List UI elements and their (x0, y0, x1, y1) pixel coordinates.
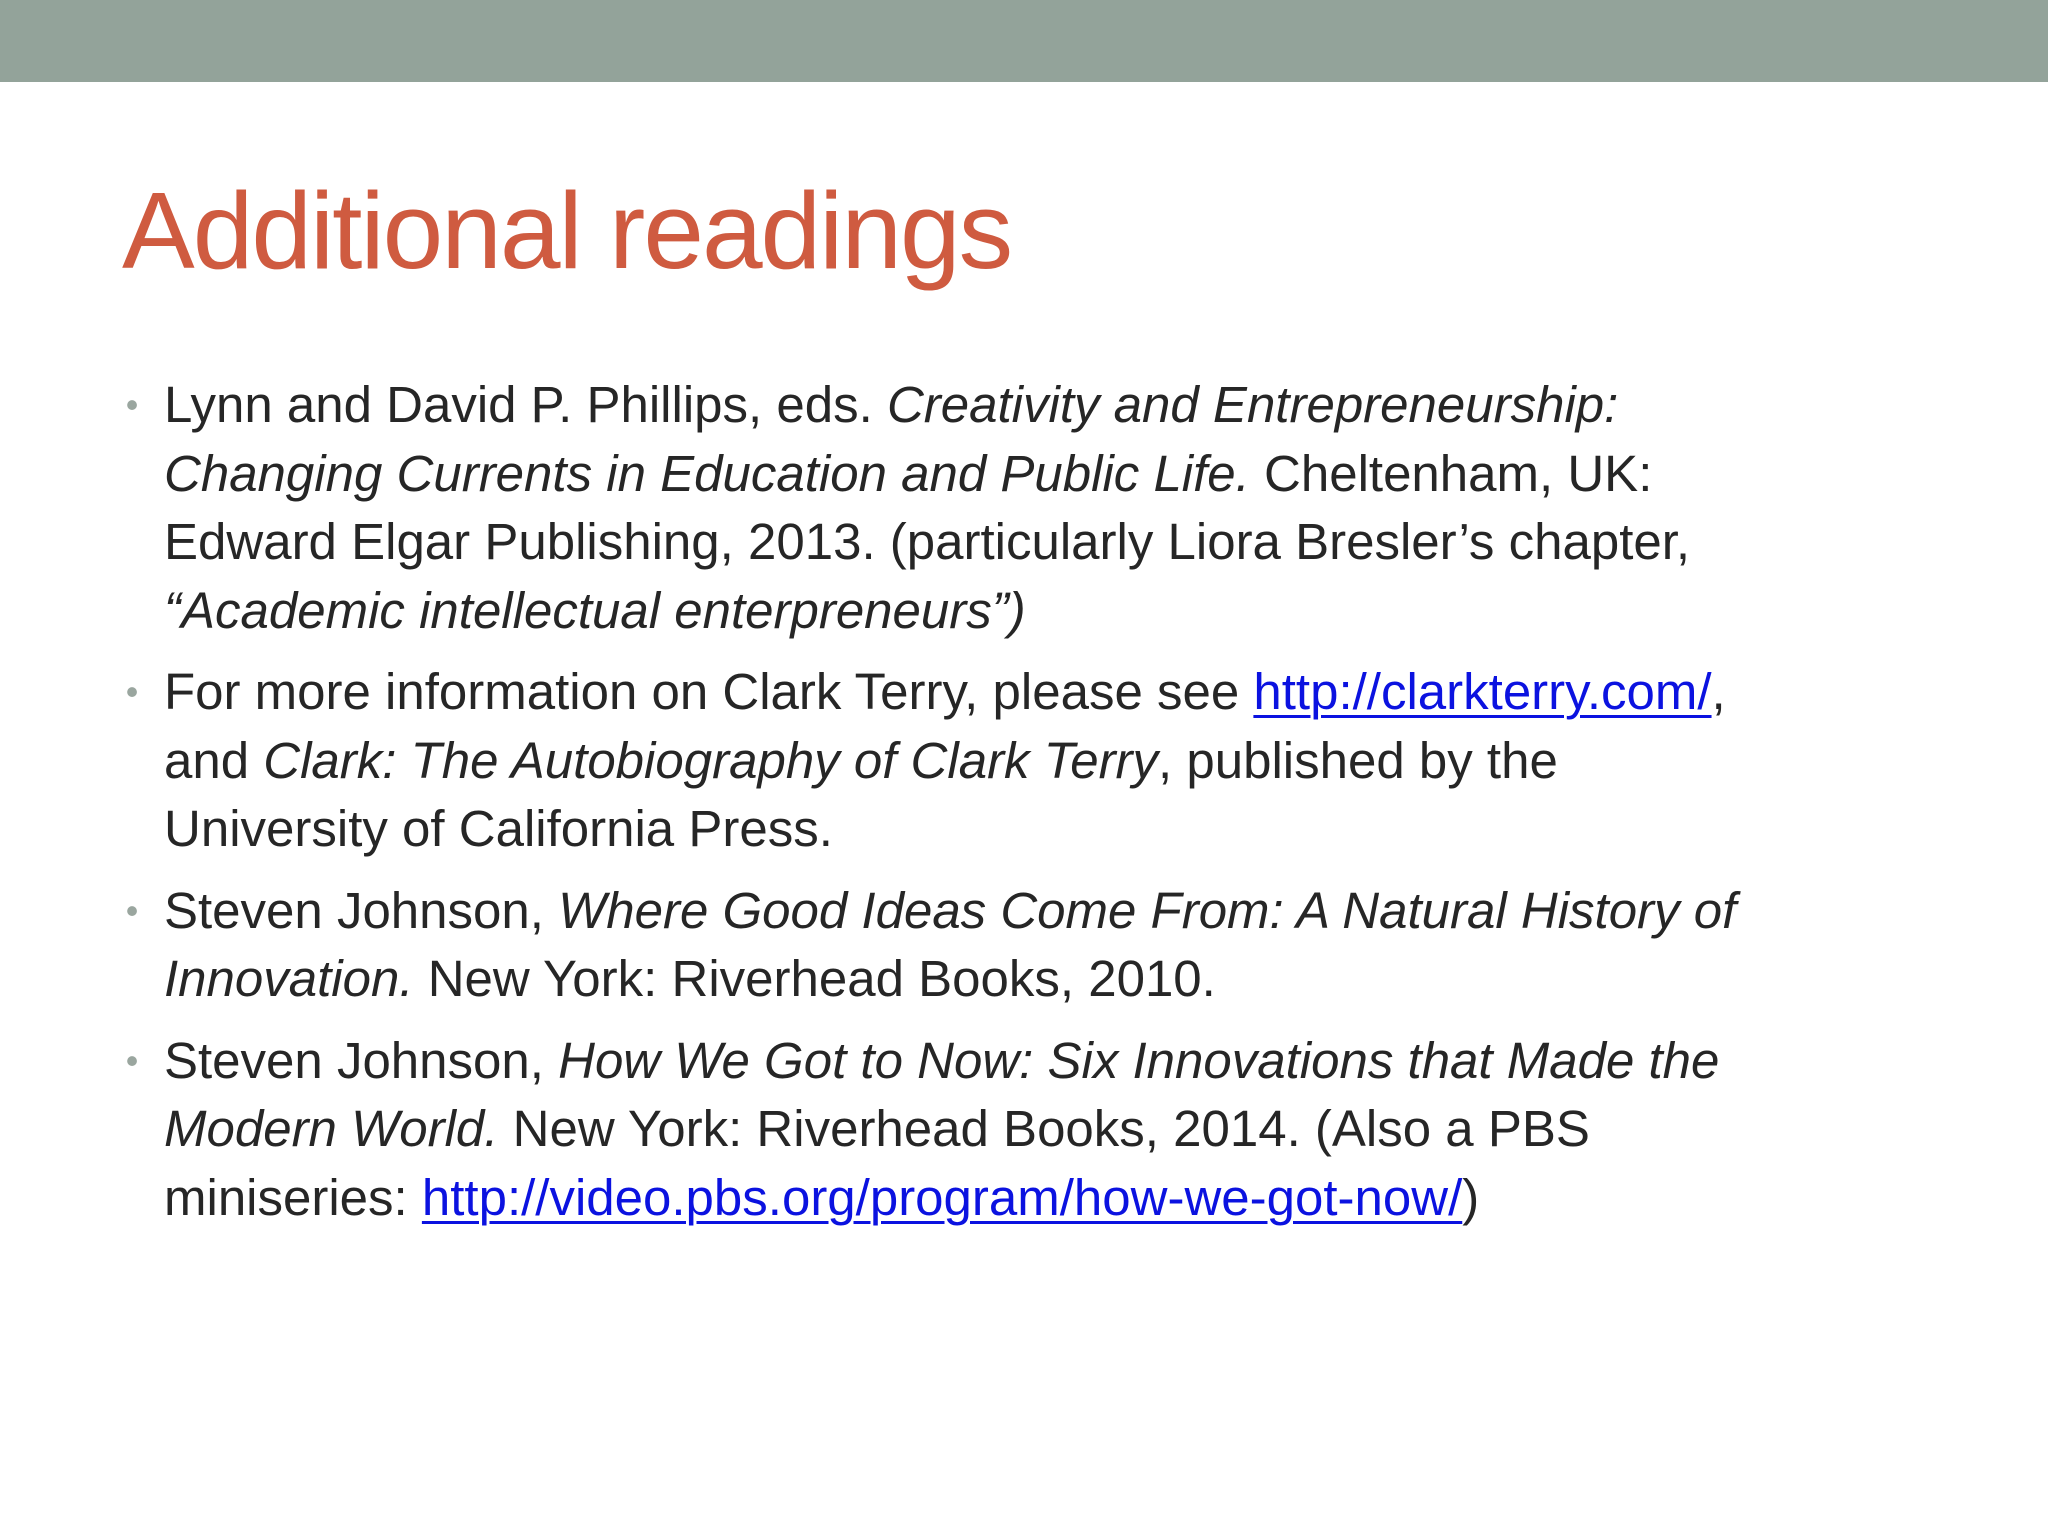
header-bar (0, 0, 2048, 82)
book-title: Changing Currents in Education and Public Life. (164, 444, 1250, 502)
book-title: Clark: The Autobiography of Clark Terry (263, 731, 1159, 789)
text-run: New York: Riverhead Books, 2014. (Also a PBS (498, 1100, 1590, 1157)
chapter-title: “Academic intellectual enterpreneurs”) (164, 581, 1026, 639)
book-title: How We Got to Now: Six Innovations that Made the (558, 1031, 1720, 1089)
text-run: Lynn and David P. Phillips, eds. (164, 376, 887, 433)
readings-list (122, 371, 1952, 1245)
text-run: New York: Riverhead Books, 2010. (413, 950, 1216, 1007)
text-line (164, 945, 1952, 1014)
text-line (164, 371, 1952, 440)
book-title: Modern World. (164, 1100, 499, 1157)
text-line (164, 1164, 1952, 1233)
book-title: Where Good Ideas Come From: A Natural History of (558, 881, 1737, 939)
text-run: ) (1462, 1168, 1480, 1226)
reading-item-good-ideas (122, 877, 1952, 1014)
reading-item-creativity (122, 371, 1952, 645)
bullet-dot-icon: • (125, 1039, 139, 1081)
text-line (164, 1095, 1952, 1164)
text-line (164, 727, 1952, 796)
text-run: , (1711, 663, 1726, 720)
slide-title: Additional readings (122, 170, 1012, 292)
text-line (164, 877, 1952, 946)
text-run: Steven Johnson, (164, 881, 559, 939)
text-run: Edward Elgar Publishing, 2013. (particularly Liora Bresler’s chapter, (164, 513, 1691, 570)
text-run: and (164, 731, 264, 789)
text-line (164, 1027, 1952, 1096)
bullet-dot-icon: • (125, 889, 139, 931)
text-run: For more information on Clark Terry, please see (164, 663, 1254, 720)
text-run: miniseries: (164, 1168, 422, 1226)
text-line (164, 658, 1952, 727)
text-line (164, 577, 1952, 646)
text-line (164, 440, 1952, 509)
pbs-link[interactable]: http://video.pbs.org/program/how-we-got-now/ (421, 1168, 1463, 1226)
book-title: Creativity and Entrepreneurship: (886, 376, 1619, 433)
clarkterry-link[interactable]: http://clarkterry.com/ (1253, 663, 1712, 720)
text-run: Steven Johnson, (164, 1031, 559, 1089)
text-line (164, 508, 1952, 577)
text-run: University of California Press. (164, 800, 833, 857)
reading-item-how-we-got-to-now (122, 1027, 1952, 1233)
bullet-dot-icon: • (125, 384, 139, 425)
text-run: , published by the (1158, 731, 1558, 789)
text-run: Cheltenham, UK: (1249, 444, 1653, 502)
book-title: Innovation. (164, 950, 414, 1007)
reading-item-clark-terry (122, 658, 1952, 864)
text-line (164, 795, 1952, 864)
bullet-dot-icon: • (125, 671, 139, 712)
